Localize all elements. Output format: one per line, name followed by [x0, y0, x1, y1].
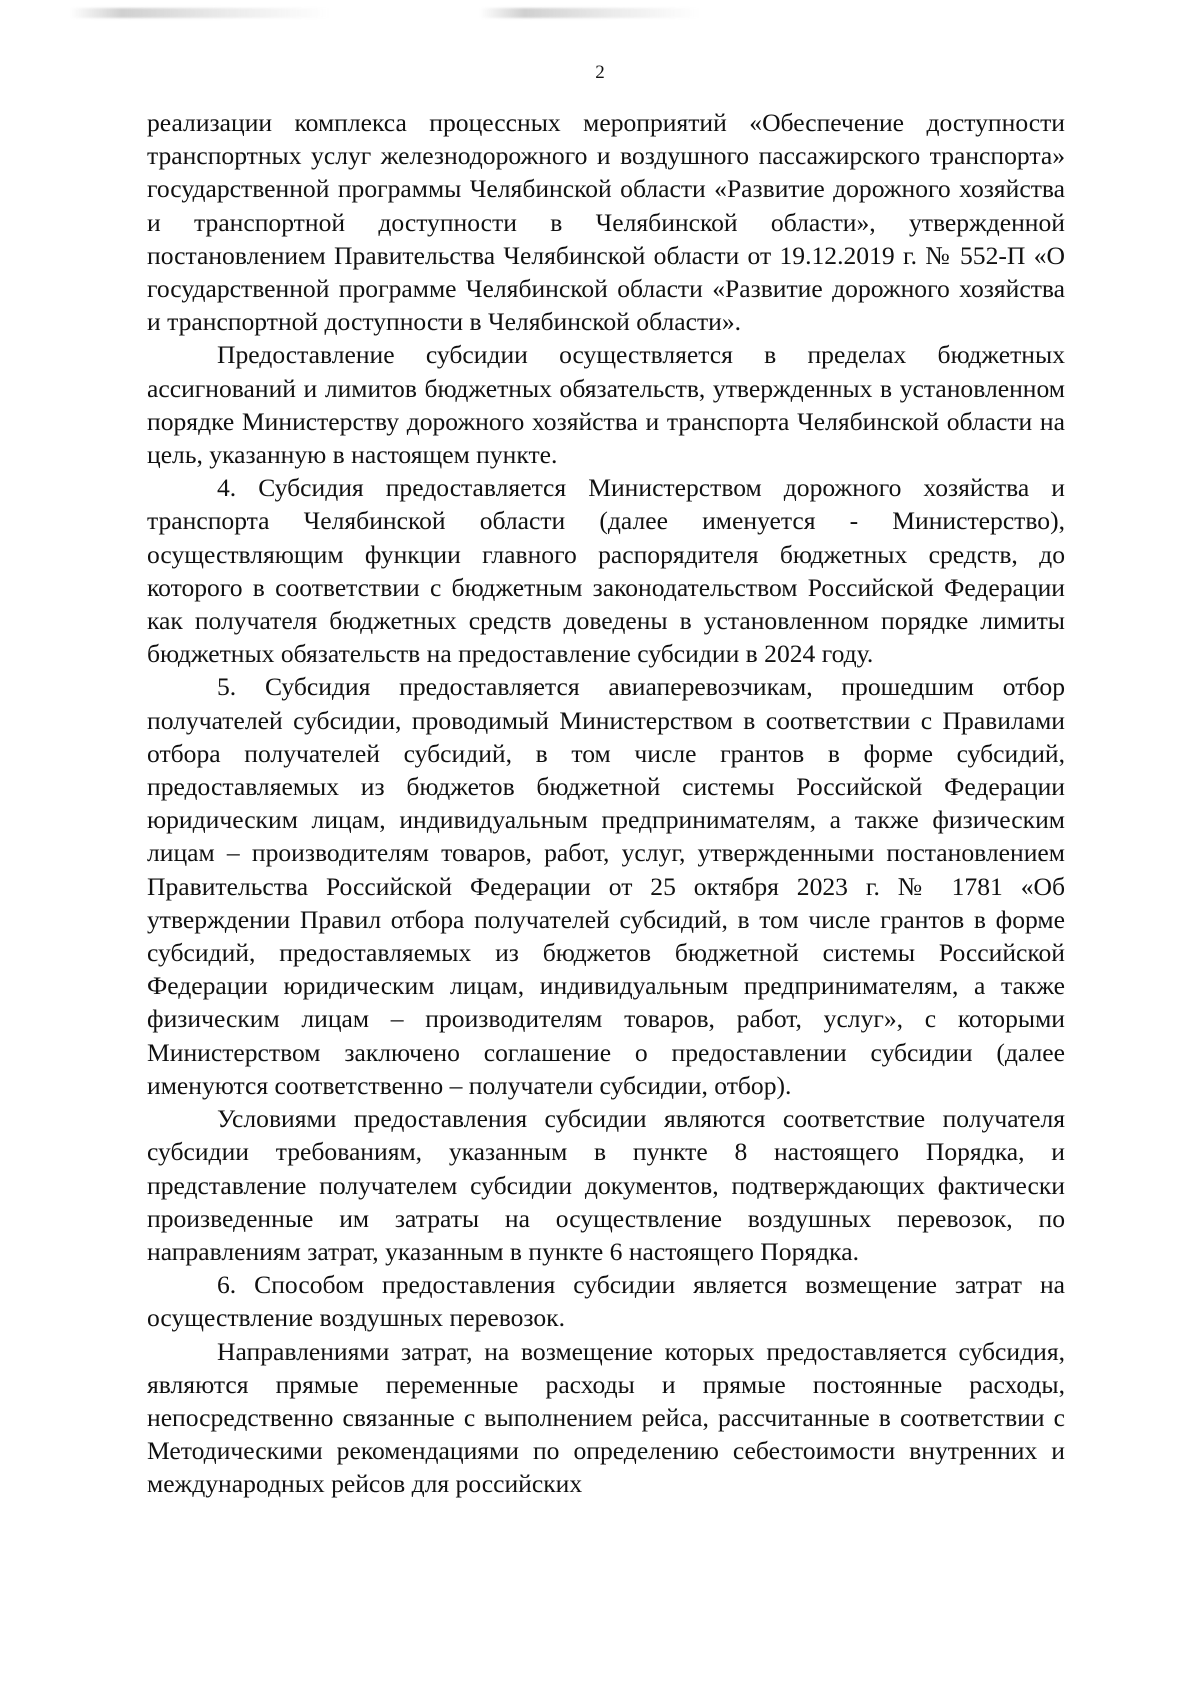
- scan-artifact-center: [480, 8, 700, 18]
- page-number: 2: [595, 62, 605, 83]
- paragraph-program-reference: реализации комплекса процессных мероприятий «Обеспечение доступности транспортных услуг железнодорожного и воздушного пассажирского транспорта» государственной программы Челябинской области «Развитие дорожного хозяйства и транспортной доступности в Челябинской области», утвержденной постановлением Правительства Челябинской области от 19.12.2019 г. № 552-П «О государственной программе Челябинской области «Развитие дорожного хозяйства и транспортной доступности в Челябинской области».: [147, 108, 1065, 337]
- paragraph-cost-directions: Направлениями затрат, на возмещение которых предоставляется субсидия, являются прямые переменные расходы и прямые постоянные расходы, непосредственно связанные с выполнением рейса, рассчитанные в соответствии с Методическими рекомендациями по определению себестоимости внутренних и международных рейсов для российских: [147, 1336, 1065, 1499]
- paragraph-item-6: 6. Способом предоставления субсидии является возмещение затрат на осуществление воздушных перевозок.: [147, 1270, 1065, 1333]
- document-body: [147, 106, 1065, 1501]
- paragraph-conditions: Условиями предоставления субсидии являются соответствие получателя субсидии требованиям, указанным в пункте 8 настоящего Порядка, и представление получателем субсидии документов, подтверждающих фактически произведенные им затраты на осуществление воздушных перевозок, по направлениям затрат, указанным в пункте 6 настоящего Порядка.: [147, 1104, 1065, 1266]
- paragraph-item-4: 4. Субсидия предоставляется Министерством дорожного хозяйства и транспорта Челябинской области (далее именуется - Министерство), осуществляющим функции главного распорядителя бюджетных средств, до которого в соответствии с бюджетным законодательством Российской Федерации как получателя бюджетных средств доведены в установленном порядке лимиты бюджетных обязательств на предоставление субсидии в 2024 году.: [147, 473, 1065, 669]
- paragraph-item-5: 5. Субсидия предоставляется авиаперевозчикам, прошедшим отбор получателей субсидии, проводимый Министерством в соответствии с Правилами отбора получателей субсидий, в том числе грантов в форме субсидий, предоставляемых из бюджетов бюджетной системы Российской Федерации юридическим лицам, индивидуальным предпринимателям, а также физическим лицам – производителям товаров, работ, услуг, утвержденными постановлением Правительства Российской Федерации от 25 октября 2023 г. № 1781 «Об утверждении Правил отбора получателей субсидий, в том числе грантов в форме субсидий, предоставляемых из бюджетов бюджетной системы Российской Федерации юридическим лицам, индивидуальным предпринимателям, а также физическим лицам – производителям товаров, работ, услуг», с которыми Министерством заключено соглашение о предоставлении субсидии (далее именуются соответственно – получатели субсидии, отбор).: [147, 672, 1065, 1100]
- scan-artifact-left: [70, 8, 330, 18]
- paragraph-budget-limits: Предоставление субсидии осуществляется в пределах бюджетных ассигнований и лимитов бюджетных обязательств, утвержденных в установленном порядке Министерству дорожного хозяйства и транспорта Челябинской области на цель, указанную в настоящем пункте.: [147, 340, 1065, 470]
